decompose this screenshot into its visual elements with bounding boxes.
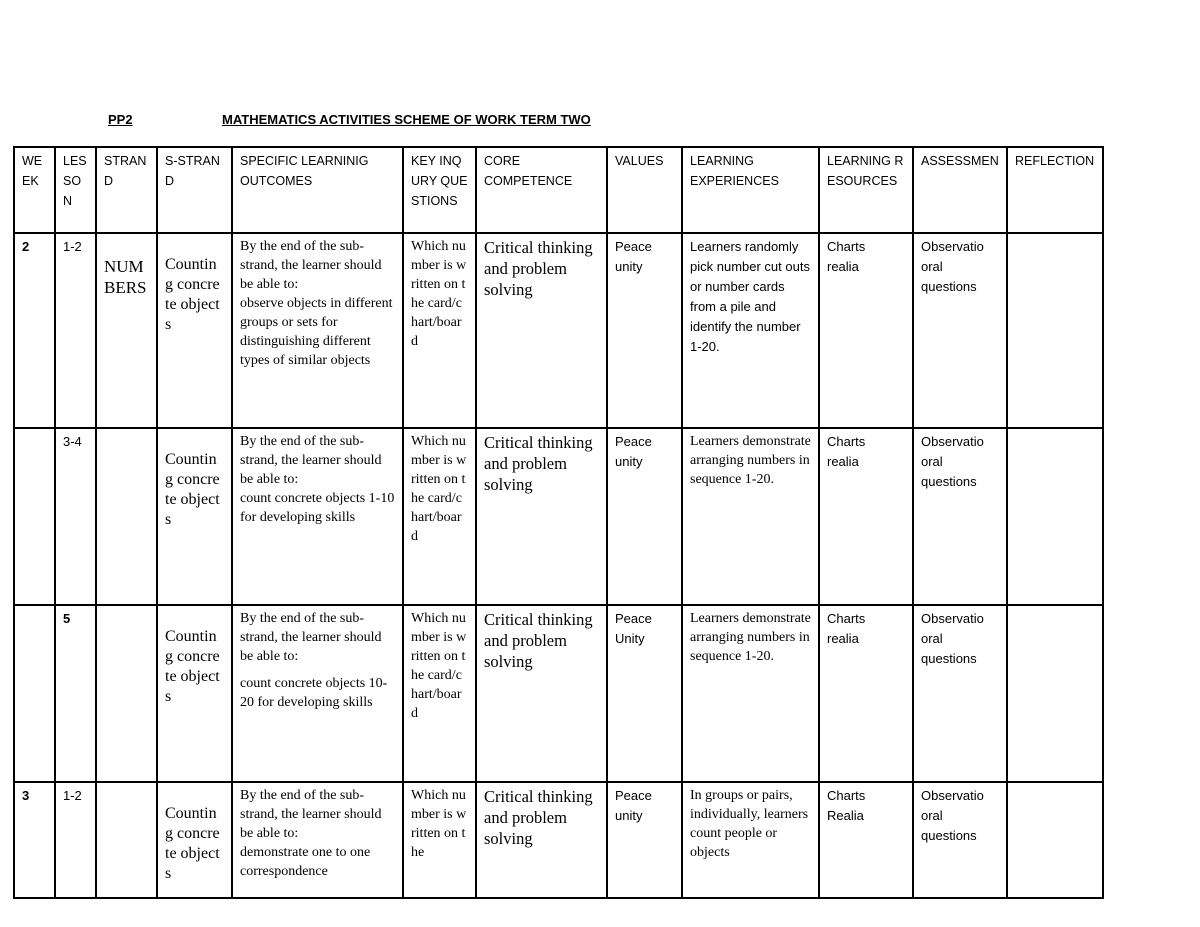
core-competence-text: Critical thinking and problem solving: [484, 238, 593, 299]
header-strand: STRAND: [96, 147, 157, 233]
week-cell: [14, 428, 55, 605]
key-inquiry-question-cell: [403, 233, 476, 428]
key-inquiry-question-cell: [403, 605, 476, 782]
assessment-item: oral: [921, 454, 943, 469]
header-lesson: LESSON: [55, 147, 96, 233]
values-cell: [607, 233, 682, 428]
header-values: VALUES: [607, 147, 682, 233]
strand-cell: [96, 605, 157, 782]
value-item: Peace: [615, 434, 652, 449]
outcome-intro: By the end of the sub-strand, the learner should be able to:: [240, 788, 382, 841]
core-competence-cell: [476, 605, 607, 782]
assessment-item: oral: [921, 808, 943, 823]
experience-text: In groups or pairs, individually, learners count people or objects: [690, 788, 809, 860]
strand-cell: [96, 782, 157, 898]
core-competence-cell: [476, 782, 607, 898]
resource-item: Charts: [827, 611, 866, 626]
learning-resources-cell: [819, 428, 913, 605]
header-specific-learning-outcomes: SPECIFIC LEARNINIG OUTCOMES: [232, 147, 403, 233]
header-learning-resources: LEARNING RESOURCES: [819, 147, 913, 233]
header-reflection: REFLECTION: [1007, 147, 1103, 233]
resource-item: realia: [827, 631, 859, 646]
experience-text: Learners demonstrate arranging numbers in sequence 1-20.: [690, 434, 811, 487]
assessment-item: Observatio: [921, 788, 984, 803]
lesson-number: 1-2: [63, 788, 82, 803]
outcome-intro: By the end of the sub-strand, the learner should be able to:: [240, 611, 382, 664]
sub-strand-cell: [157, 428, 232, 605]
week-cell: [14, 782, 55, 898]
inquiry-question: Which number is written on the: [411, 788, 467, 860]
reflection-cell: [1007, 428, 1103, 605]
lesson-cell: [55, 782, 96, 898]
strand-cell: [96, 233, 157, 428]
week-number: 2: [22, 239, 30, 254]
assessment-item: oral: [921, 259, 943, 274]
learning-resources-cell: [819, 605, 913, 782]
sub-strand-name: Counting concrete objects: [165, 256, 220, 333]
assessment-item: Observatio: [921, 611, 984, 626]
value-item: unity: [615, 259, 643, 274]
assessment-cell: [913, 428, 1007, 605]
reflection-cell: [1007, 605, 1103, 782]
scheme-of-work-table: [13, 146, 1104, 899]
assessment-item: questions: [921, 279, 977, 294]
lesson-number: 3-4: [63, 434, 82, 449]
core-competence-cell: [476, 428, 607, 605]
core-competence-cell: [476, 233, 607, 428]
assessment-item: questions: [921, 651, 977, 666]
assessment-item: Observatio: [921, 434, 984, 449]
table-row: [14, 605, 1103, 782]
sub-strand-name: Counting concrete objects: [165, 805, 220, 882]
learning-resources-cell: [819, 233, 913, 428]
class-level: PP2: [108, 112, 133, 127]
strand-cell: [96, 428, 157, 605]
core-competence-text: Critical thinking and problem solving: [484, 433, 593, 494]
table-header-row: [14, 147, 1103, 233]
assessment-item: questions: [921, 828, 977, 843]
assessment-cell: [913, 233, 1007, 428]
value-item: unity: [615, 808, 643, 823]
key-inquiry-question-cell: [403, 782, 476, 898]
lesson-cell: [55, 428, 96, 605]
experience-text: Learners demonstrate arranging numbers in sequence 1-20.: [690, 611, 811, 664]
table-row: [14, 233, 1103, 428]
lesson-cell: [55, 605, 96, 782]
value-item: Unity: [615, 631, 645, 646]
assessment-item: questions: [921, 474, 977, 489]
inquiry-question: Which number is written on the card/chart/board: [411, 434, 467, 544]
sub-strand-cell: [157, 782, 232, 898]
resource-item: realia: [827, 454, 859, 469]
week-cell: [14, 605, 55, 782]
table-row: [14, 428, 1103, 605]
learning-experience-cell: [682, 605, 819, 782]
outcome-intro: By the end of the sub-strand, the learner should be able to:: [240, 434, 382, 487]
specific-learning-outcome-cell: [232, 782, 403, 898]
lesson-number: 1-2: [63, 239, 82, 254]
resource-item: realia: [827, 259, 859, 274]
sub-strand-name: Counting concrete objects: [165, 451, 220, 528]
document-title: MATHEMATICS ACTIVITIES SCHEME OF WORK TERM TWO: [222, 112, 591, 127]
outcome-body: count concrete objects 10-20 for developing skills: [240, 676, 388, 710]
sub-strand-name: Counting concrete objects: [165, 628, 220, 705]
inquiry-question: Which number is written on the card/chart/board: [411, 611, 467, 721]
strand-name: NUMBERS: [104, 257, 147, 297]
assessment-cell: [913, 605, 1007, 782]
reflection-cell: [1007, 233, 1103, 428]
resource-item: Charts: [827, 788, 866, 803]
table-row: [14, 782, 1103, 898]
header-core-competence: CORE COMPETENCE: [476, 147, 607, 233]
values-cell: [607, 782, 682, 898]
header-sub-strand: S-STRAND: [157, 147, 232, 233]
assessment-cell: [913, 782, 1007, 898]
header-key-inquiry-questions: KEY INQURY QUESTIONS: [403, 147, 476, 233]
learning-experience-cell: [682, 428, 819, 605]
sub-strand-cell: [157, 605, 232, 782]
outcome-body: observe objects in different groups or sets for distinguishing different types of similar objects: [240, 296, 393, 368]
values-cell: [607, 428, 682, 605]
value-item: Peace: [615, 788, 652, 803]
week-cell: [14, 233, 55, 428]
specific-learning-outcome-cell: [232, 605, 403, 782]
header-week: WEEK: [14, 147, 55, 233]
outcome-body: demonstrate one to one correspondence: [240, 845, 371, 879]
week-number: 3: [22, 788, 30, 803]
learning-experience-cell: [682, 233, 819, 428]
values-cell: [607, 605, 682, 782]
outcome-intro: By the end of the sub-strand, the learner should be able to:: [240, 239, 382, 292]
specific-learning-outcome-cell: [232, 233, 403, 428]
core-competence-text: Critical thinking and problem solving: [484, 610, 593, 671]
resource-item: Charts: [827, 239, 866, 254]
specific-learning-outcome-cell: [232, 428, 403, 605]
core-competence-text: Critical thinking and problem solving: [484, 787, 593, 848]
resource-item: Charts: [827, 434, 866, 449]
learning-resources-cell: [819, 782, 913, 898]
resource-item: Realia: [827, 808, 864, 823]
lesson-number: 5: [63, 611, 71, 626]
value-item: Peace: [615, 239, 652, 254]
key-inquiry-question-cell: [403, 428, 476, 605]
inquiry-question: Which number is written on the card/chart/board: [411, 239, 467, 349]
outcome-body: count concrete objects 1-10 for developing skills: [240, 491, 395, 525]
value-item: unity: [615, 454, 643, 469]
sub-strand-cell: [157, 233, 232, 428]
header-learning-experiences: LEARNING EXPERIENCES: [682, 147, 819, 233]
experience-text: Learners randomly pick number cut outs or number cards from a pile and identify the number 1-20.: [690, 239, 810, 354]
value-item: Peace: [615, 611, 652, 626]
lesson-cell: [55, 233, 96, 428]
assessment-item: Observatio: [921, 239, 984, 254]
assessment-item: oral: [921, 631, 943, 646]
reflection-cell: [1007, 782, 1103, 898]
learning-experience-cell: [682, 782, 819, 898]
header-assessment: ASSESSMEN: [913, 147, 1007, 233]
